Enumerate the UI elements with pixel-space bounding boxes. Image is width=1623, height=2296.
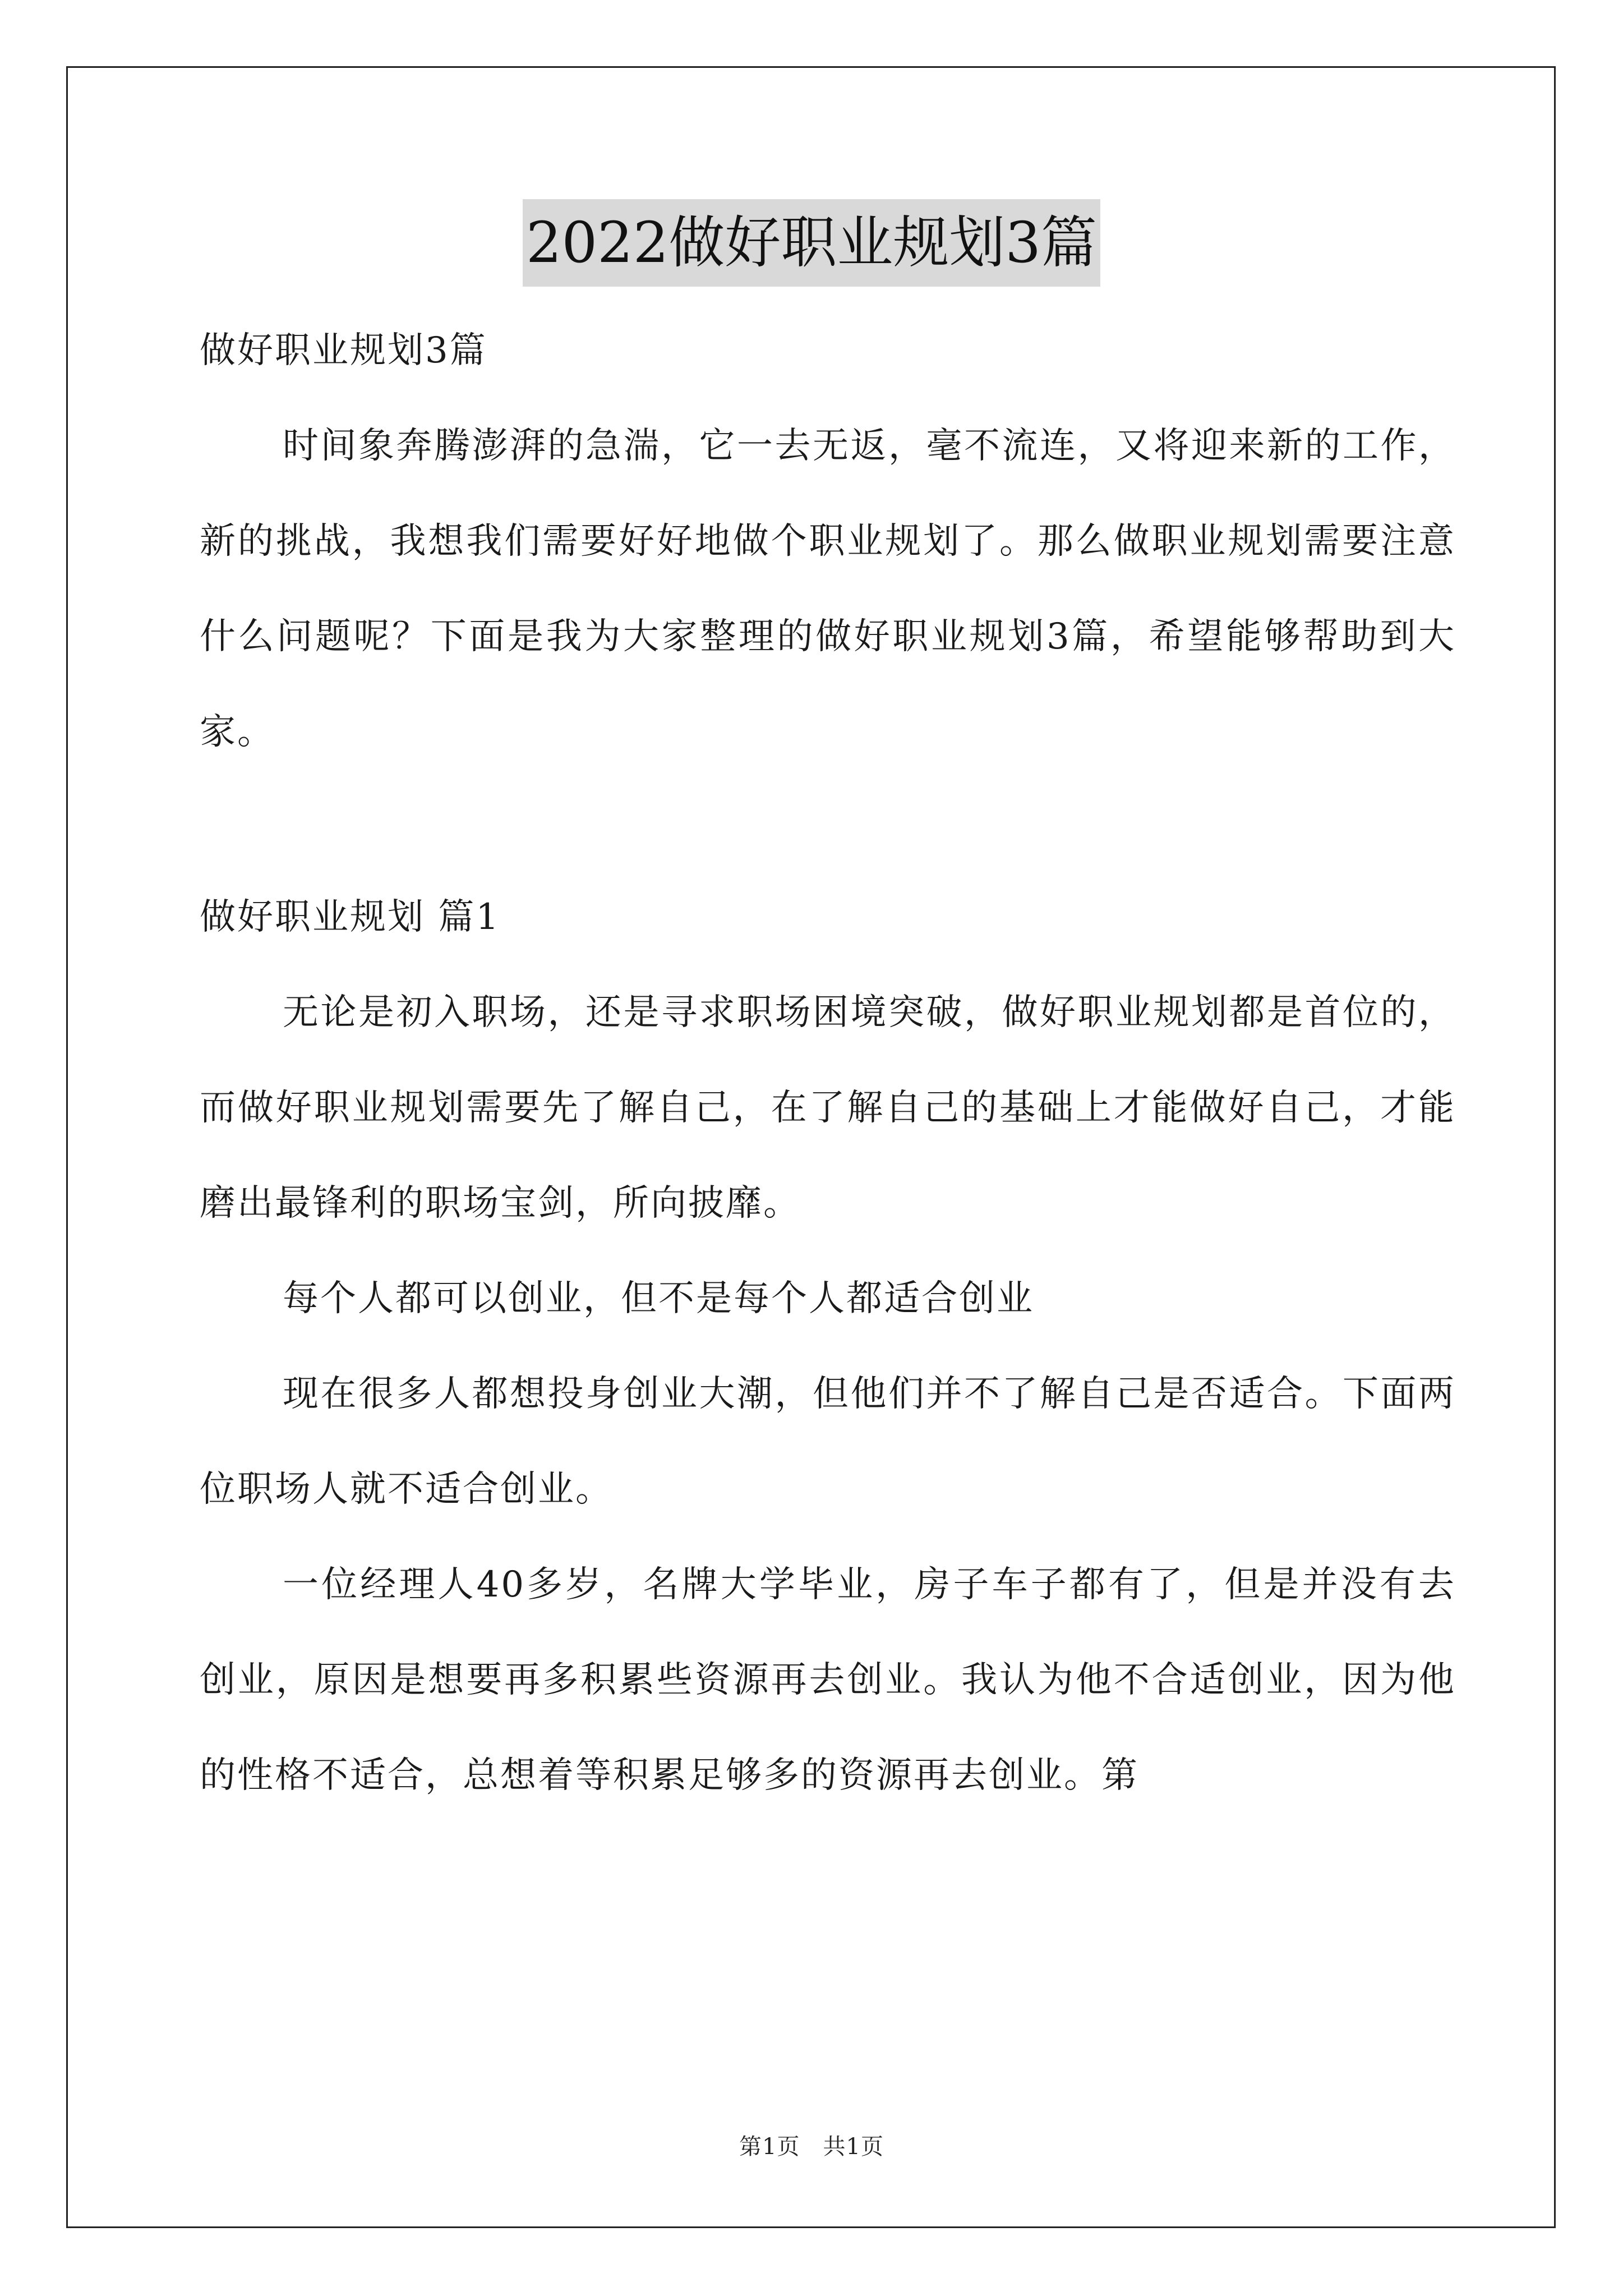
document-subtitle: 做好职业规划3篇 — [200, 330, 487, 371]
intro-paragraph: 时间象奔腾澎湃的急湍，它一去无返，毫不流连，又将迎来新的工作，新的挑战，我想我们需要好好地做个职业规划了。那么做职业规划需要注意什么问题呢？下面是我为大家整理的做好职业规划3篇，希望能够帮助到大家。 — [200, 425, 1456, 753]
body-paragraph: 每个人都可以创业，但不是每个人都适合创业 — [283, 1278, 1034, 1319]
section-spacer — [200, 780, 1456, 869]
page-footer: 第1页 共1页 — [739, 2134, 884, 2160]
document-title: 2022做好职业规划3篇 — [523, 199, 1100, 287]
body-paragraph: 无论是初入职场，还是寻求职场困境突破，做好职业规划都是首位的，而做好职业规划需要先了解自己，在了解自己的基础上才能做好自己，才能磨出最锋利的职场宝剑，所向披靡。 — [200, 992, 1456, 1224]
body-paragraph: 现在很多人都想投身创业大潮，但他们并不了解自己是否适合。下面两位职场人就不适合创业。 — [200, 1373, 1456, 1510]
document-body — [200, 303, 1456, 1823]
body-paragraph: 一位经理人40多岁，名牌大学毕业，房子车子都有了，但是并没有去创业，原因是想要再多积累些资源再去创业。我认为他不合适创业，因为他的性格不适合，总想着等积累足够多的资源再去创业。第 — [200, 1564, 1456, 1796]
title-container — [0, 199, 1623, 287]
section-heading: 做好职业规划 篇1 — [200, 896, 501, 938]
